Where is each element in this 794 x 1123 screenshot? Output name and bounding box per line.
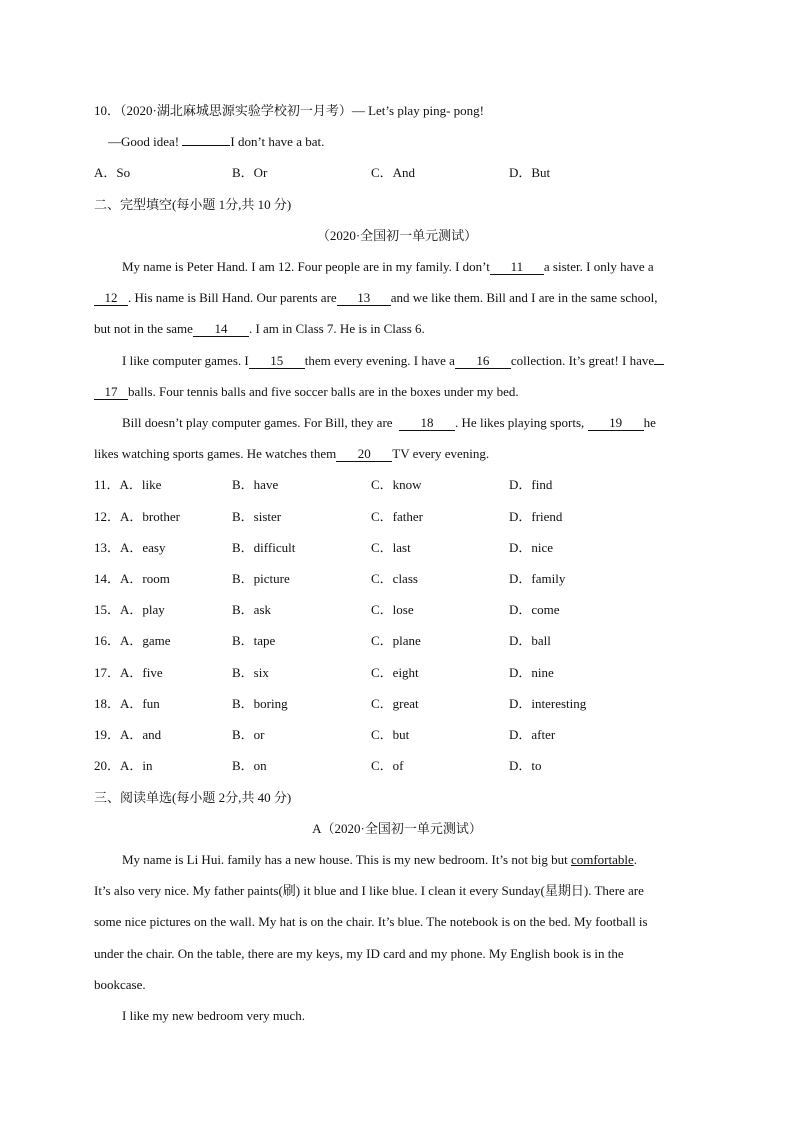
q16-option-a: 16．A．game — [94, 633, 171, 648]
blank-18: 18 — [399, 416, 455, 431]
q20-option-d: D．to — [509, 758, 542, 773]
q16-option-c: C．plane — [371, 633, 421, 648]
section3-source: A（2020·全国初一单元测试） — [312, 821, 482, 836]
q18-option-d: D．interesting — [509, 696, 587, 711]
q17-option-b: B．six — [232, 665, 269, 680]
cloze-text: but not in the same — [94, 321, 193, 336]
q17-option-d: D．nine — [509, 665, 554, 680]
section2-heading: 二、完型填空(每小题 1分,共 10 分) — [94, 197, 292, 212]
cloze-text: he — [643, 415, 656, 430]
cloze-text: balls. Four tennis balls and five soccer balls are in the boxes under my bed. — [128, 384, 519, 399]
q20-option-a: 20．A．in — [94, 758, 153, 773]
cloze-text: . I am in Class 7. He is in Class 6. — [248, 321, 425, 336]
q11-option-a: 11．A．like — [94, 477, 162, 492]
blank-12: 12 — [94, 291, 128, 306]
q16-option-d: D．ball — [509, 633, 551, 648]
q10-option-b: B．Or — [232, 165, 268, 180]
cloze-text: TV every evening. — [392, 446, 490, 461]
q10-stem: 10．（2020·湖北麻城思源实验学校初一月考）— Let’s play ping- pong! — [94, 103, 484, 118]
cloze-text: My name is Peter Hand. I am 12. Four people are in my family. I don’t — [122, 259, 490, 274]
q19-option-d: D．after — [509, 727, 556, 742]
q16-option-b: B．tape — [232, 633, 276, 648]
reading-line2: It’s also very nice. My father paints(刷) it blue and I like blue. I clean it every Sunday(星期日). There are — [94, 883, 644, 898]
reading-line1 — [122, 852, 637, 868]
q15-option-d: D．come — [509, 602, 560, 617]
q17-option-c: C．eight — [371, 665, 419, 680]
q14-option-c: C．class — [371, 571, 418, 586]
q18-option-c: C．great — [371, 696, 419, 711]
q12-option-c: C．father — [371, 509, 423, 524]
q10-reply-pre: —Good idea! — [108, 134, 180, 149]
q19-option-b: B．or — [232, 727, 265, 742]
q12-option-b: B．sister — [232, 509, 282, 524]
q13-option-a: 13．A．easy — [94, 540, 166, 555]
cloze-text: . He likes playing sports, — [455, 415, 585, 430]
q10-reply-post: I don’t have a bat. — [230, 134, 325, 149]
q11-option-c: C．know — [371, 477, 422, 492]
reading-line6: I like my new bedroom very much. — [122, 1008, 306, 1023]
q15-option-a: 15．A．play — [94, 602, 165, 617]
q10-blank — [182, 145, 230, 146]
reading-text: . — [633, 852, 637, 867]
section3-heading: 三、阅读单选(每小题 2分,共 40 分) — [94, 790, 292, 805]
q12-option-a: 12．A．brother — [94, 509, 180, 524]
q18-option-a: 18．A．fun — [94, 696, 160, 711]
q11-option-d: D．find — [509, 477, 553, 492]
cloze-text: them every evening. I have a — [304, 353, 455, 368]
cloze-p1-line1 — [122, 259, 654, 275]
blank-15: 15 — [249, 354, 305, 369]
q15-option-c: C．lose — [371, 602, 414, 617]
cloze-p2-line2 — [94, 384, 519, 400]
q14-option-b: B．picture — [232, 571, 290, 586]
cloze-text: I like computer games. I — [122, 353, 249, 368]
blank-20: 20 — [336, 447, 392, 462]
cloze-text: collection. It’s great! I have — [510, 353, 655, 368]
reading-line4: under the chair. On the table, there are my keys, my ID card and my phone. My English book is in the — [94, 946, 624, 961]
blank-17: 17 — [94, 385, 128, 400]
reading-line3: some nice pictures on the wall. My hat is on the chair. It’s blue. The notebook is on the bed. My football is — [94, 914, 648, 929]
cloze-text: and we like them. Bill and I are in the same school, — [390, 290, 658, 305]
cloze-text: . His name is Bill Hand. Our parents are — [128, 290, 337, 305]
reading-line5: bookcase. — [94, 977, 146, 992]
section2-source: （2020·全国初一单元测试） — [316, 228, 478, 243]
blank-11: 11 — [490, 260, 544, 275]
q10-option-d: D．But — [509, 165, 551, 180]
q13-option-c: C．last — [371, 540, 411, 555]
q15-option-b: B．ask — [232, 602, 272, 617]
blank-19: 19 — [588, 416, 644, 431]
cloze-p3-line2 — [94, 446, 489, 462]
q10-reply — [108, 134, 324, 150]
q10-option-c: C．And — [371, 165, 416, 180]
q11-option-b: B．have — [232, 477, 279, 492]
blank-13: 13 — [337, 291, 391, 306]
blank-14: 14 — [193, 322, 249, 337]
cloze-p2-line1 — [122, 353, 664, 369]
q10-option-a: A．So — [94, 165, 131, 180]
q19-option-c: C．but — [371, 727, 410, 742]
reading-text: My name is Li Hui. family has a new house. This is my new bedroom. It’s not big but — [122, 852, 568, 867]
q20-option-b: B．on — [232, 758, 267, 773]
q13-option-b: B．difficult — [232, 540, 296, 555]
q14-option-d: D．family — [509, 571, 566, 586]
q14-option-a: 14．A．room — [94, 571, 170, 586]
cloze-text: a sister. I only have a — [543, 259, 654, 274]
q17-option-a: 17．A．five — [94, 665, 163, 680]
q20-option-c: C．of — [371, 758, 404, 773]
q19-option-a: 19．A．and — [94, 727, 162, 742]
underlined-word: comfortable — [570, 852, 634, 867]
cloze-text: Bill doesn’t play computer games. For Bill, they are — [122, 415, 393, 430]
blank-17-start — [654, 364, 664, 365]
cloze-text: likes watching sports games. He watches them — [94, 446, 337, 461]
cloze-p3-line1 — [122, 415, 656, 431]
blank-16: 16 — [455, 354, 511, 369]
q13-option-d: D．nice — [509, 540, 554, 555]
q12-option-d: D．friend — [509, 509, 563, 524]
cloze-p1-line3 — [94, 321, 425, 337]
q18-option-b: B．boring — [232, 696, 288, 711]
cloze-p1-line2 — [94, 290, 657, 306]
